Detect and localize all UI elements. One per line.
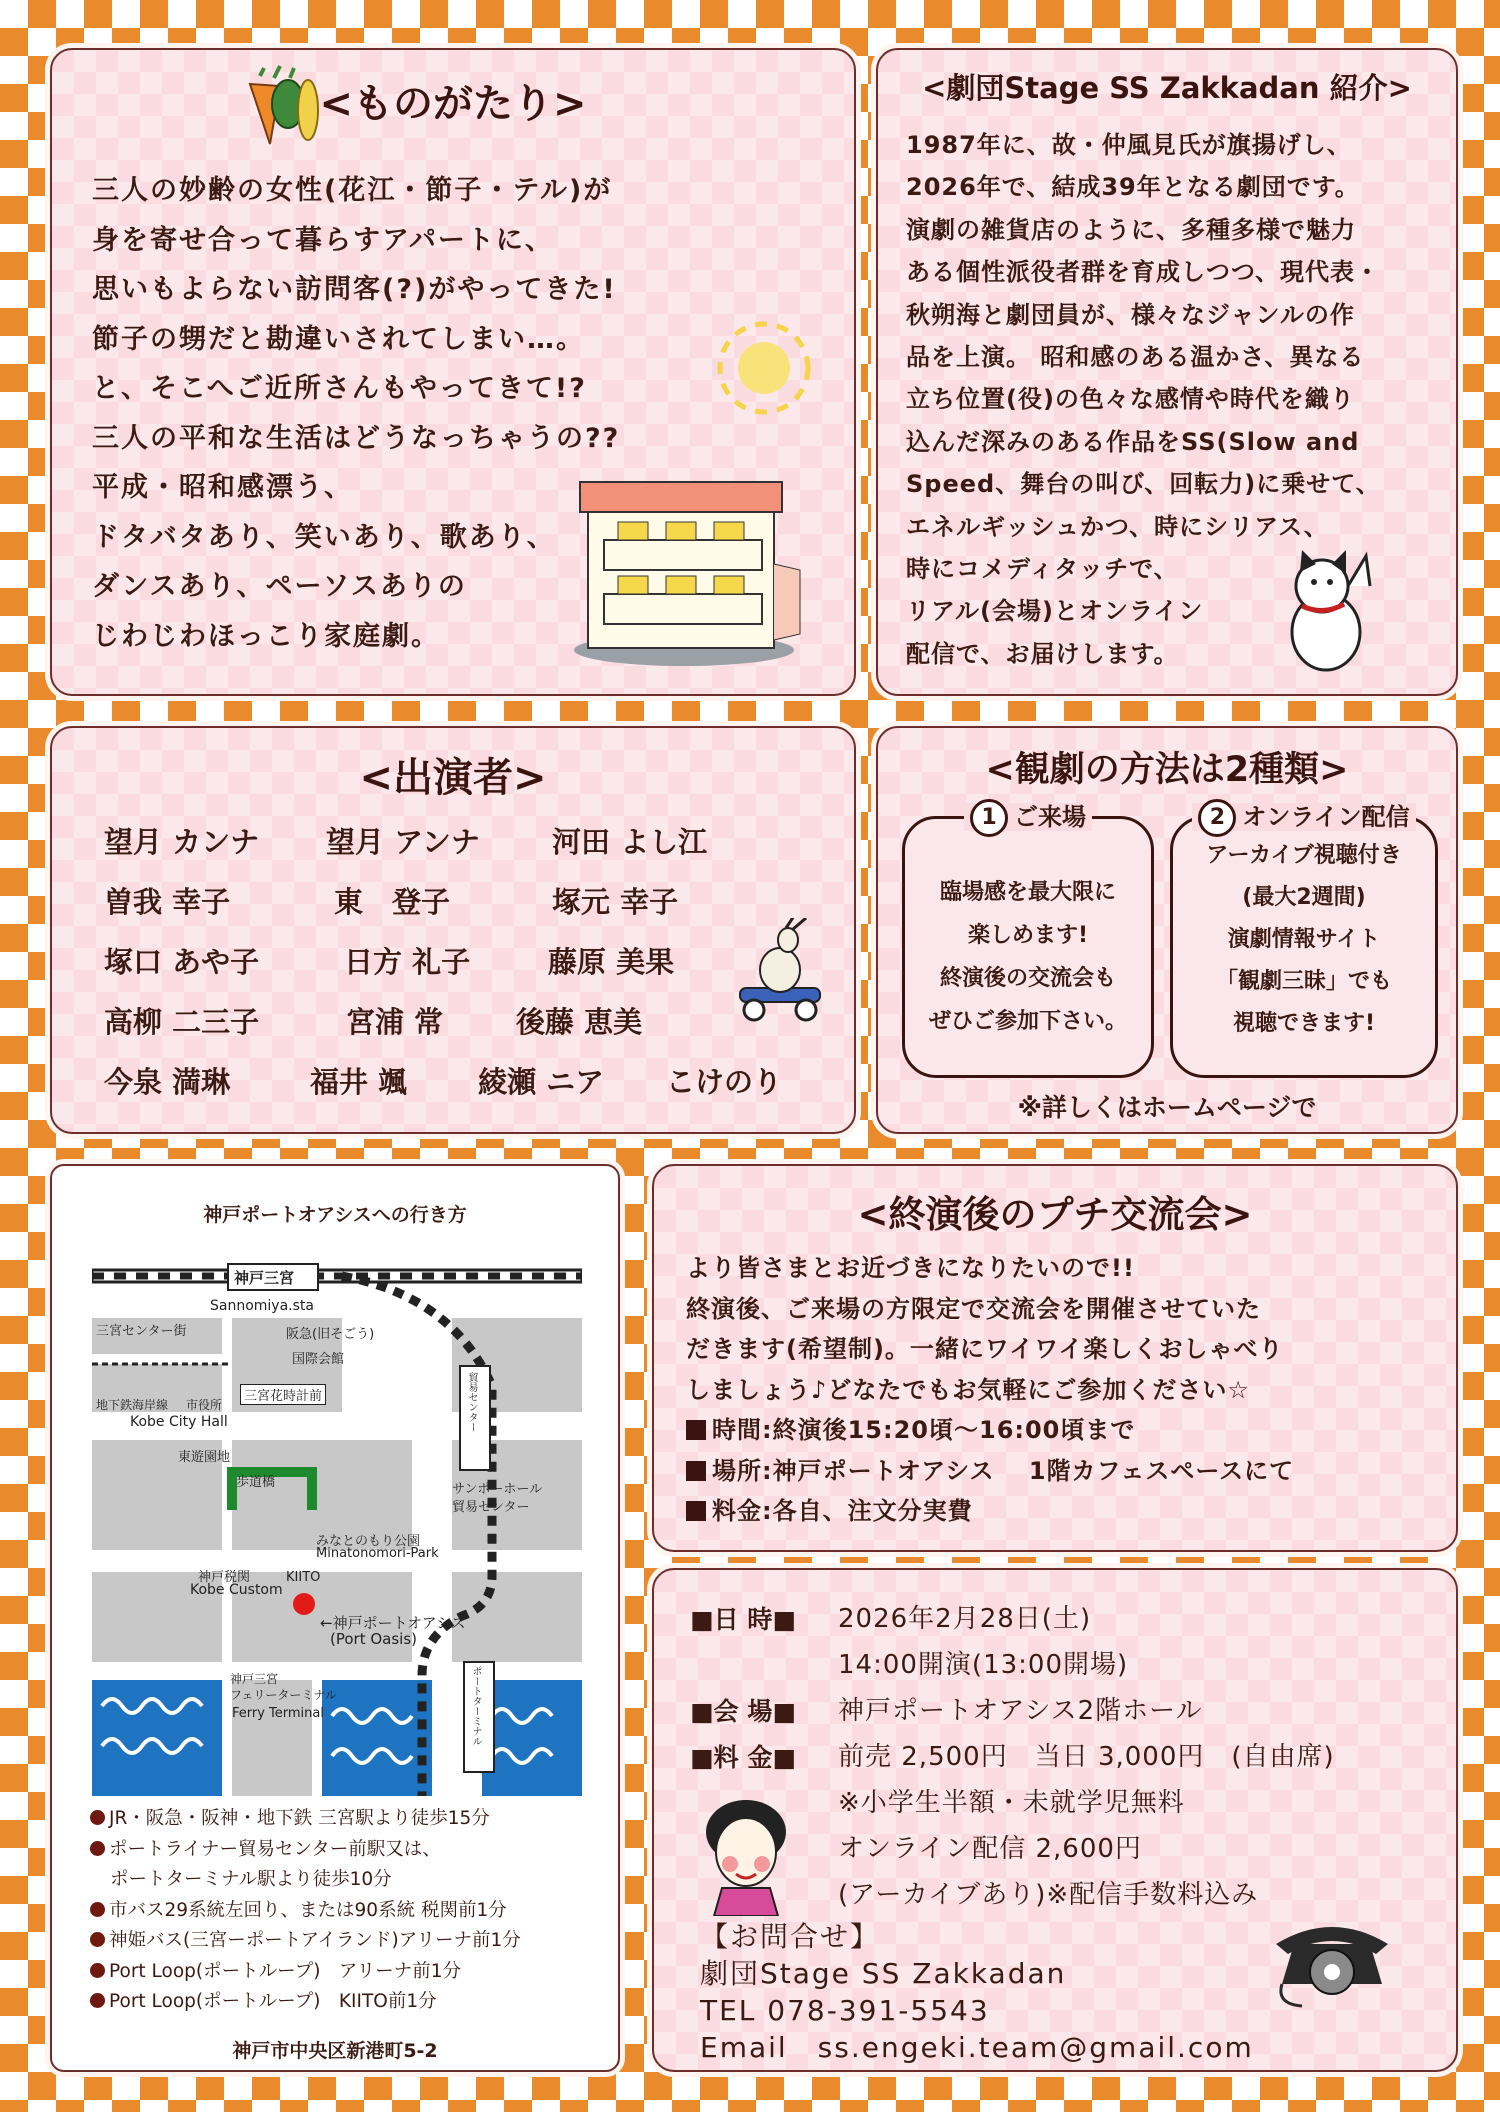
price-note: ※小学生半額・未就学児無料 xyxy=(838,1788,1185,1818)
sun-icon xyxy=(712,316,816,420)
direction-text: 神姫バス(三宮ーポートアイランド)アリーナ前1分 xyxy=(109,1930,521,1951)
number-two-icon: 2 xyxy=(1198,799,1236,837)
direction-item xyxy=(90,1987,521,2018)
venue-method-line: 楽しめます! xyxy=(967,923,1089,948)
direction-text: Port Loop(ポートループ) KIITO前1分 xyxy=(109,1991,437,2012)
map-label: Kobe Custom xyxy=(190,1582,283,1598)
venue-method-line: 終演後の交流会も xyxy=(939,966,1116,991)
after-show-panel xyxy=(652,1164,1458,1552)
map-label: Kobe City Hall xyxy=(130,1414,228,1430)
map-label: KIITO xyxy=(286,1570,321,1585)
cast-name: 宮浦 常 xyxy=(346,1005,444,1039)
map-label: 市役所 xyxy=(186,1398,223,1412)
troupe-line: 立ち位置(役)の色々な感情や時代を織り xyxy=(906,385,1355,414)
cast-name: 高柳 二三子 xyxy=(104,1005,260,1039)
after-line: だきます(希望制)。一緒にワイワイ楽しくおしゃべり xyxy=(686,1335,1284,1363)
map-label: 神戸税関 xyxy=(198,1570,251,1585)
troupe-line: 時にコメディタッチで、 xyxy=(906,555,1179,584)
map-label: 貿易センター xyxy=(452,1500,530,1515)
troupe-line: Speed、舞台の叫び、回転力)に乗せて、 xyxy=(906,470,1381,499)
troupe-line: リアル(会場)とオンライン xyxy=(906,597,1204,626)
map-label: 東遊園地 xyxy=(178,1450,231,1465)
square-bullet-icon xyxy=(686,1501,706,1521)
online-method-head xyxy=(1173,797,1435,837)
after-line: 終演後、ご来場の方限定で交流会を開催させていた xyxy=(686,1294,1261,1323)
square-bullet-icon xyxy=(686,1420,706,1440)
viewing-methods-panel xyxy=(876,726,1458,1134)
venue-method-text xyxy=(905,871,1151,1043)
cast-name: 望月 カンナ xyxy=(104,825,260,859)
contact-email[interactable]: Email ss.engeki.team@gmail.com xyxy=(700,2031,1254,2064)
lucky-cat-icon xyxy=(1274,546,1378,676)
contact-heading: 【お問合せ】 xyxy=(700,1920,881,1953)
cast-name: 塚元 幸子 xyxy=(552,885,679,919)
online-method-box xyxy=(1170,803,1438,1078)
bullet-icon xyxy=(90,1810,105,1825)
direction-item xyxy=(90,1835,521,1866)
map-destination-label: ←神戸ポートオアシス xyxy=(320,1614,466,1632)
venue-method-line: 臨場感を最大限に xyxy=(939,880,1116,905)
direction-text: ポートライナー貿易センター前駅又は、 xyxy=(109,1838,441,1860)
direction-text: ポートターミナル駅より徒歩10分 xyxy=(110,1869,392,1890)
venue-method-title: ご来場 xyxy=(1014,803,1086,831)
story-line: ドタバタあり、笑いあり、歌あり、 xyxy=(92,521,556,553)
after-item-text: 場所:神戸ポートオアシス 1階カフェスペースにて xyxy=(712,1456,1295,1485)
map-title: 神戸ポートオアシスへの行き方 xyxy=(203,1204,467,1226)
direction-text: JR・阪急・阪神・地下鉄 三宮駅より徒歩15分 xyxy=(109,1808,490,1829)
story-title: <ものがたり> xyxy=(319,81,587,127)
cast-name: 藤原 美果 xyxy=(548,945,675,979)
troupe-line: 品を上演。 昭和感のある温かさ、異なる xyxy=(906,343,1365,372)
map-label: 歩道橋 xyxy=(236,1475,276,1490)
map-label: 貿易センター xyxy=(466,1372,477,1432)
map-label: みなとのもり公園 xyxy=(316,1534,421,1549)
event-date: 2026年2月28日(土) xyxy=(838,1604,1092,1634)
online-method-line: 「観劇三昧」でも xyxy=(1215,969,1392,994)
contact-tel[interactable]: TEL 078-391-5543 xyxy=(700,1994,990,2027)
cast-name: 塚口 あや子 xyxy=(104,945,260,979)
cast-name: 今泉 満琳 xyxy=(104,1065,231,1099)
map-label: 地下鉄海岸線 xyxy=(96,1398,169,1412)
after-item-text: 時間:終演後15:20頃〜16:00頃まで xyxy=(712,1416,1136,1444)
online-method-line: (最大2週間) xyxy=(1242,885,1366,910)
story-text xyxy=(92,166,620,661)
methods-title: <観劇の方法は2種類> xyxy=(985,750,1349,790)
map-label: ポートターミナル xyxy=(470,1666,481,1746)
event-time: 14:00開演(13:00開場) xyxy=(838,1650,1129,1680)
cast-name: 福井 颯 xyxy=(310,1065,408,1099)
direction-text: Port Loop(ポートループ) アリーナ前1分 xyxy=(109,1960,461,1982)
after-line: より皆さまとお近づきになりたいので!! xyxy=(686,1254,1135,1282)
direction-item xyxy=(90,1896,521,1927)
access-map-panel xyxy=(50,1164,620,2072)
cast-panel xyxy=(50,726,856,1134)
venue-method-head xyxy=(905,797,1151,837)
online-method-title: オンライン配信 xyxy=(1242,803,1410,831)
story-panel xyxy=(50,48,856,696)
online-note: (アーカイブあり)※配信手数料込み xyxy=(838,1880,1259,1910)
map-label: サンポーホール xyxy=(452,1482,543,1497)
after-title: <終演後のプチ交流会> xyxy=(857,1193,1253,1236)
venue-method-line: ぜひご参加下さい。 xyxy=(928,1009,1127,1034)
direction-item xyxy=(90,1957,521,1988)
troupe-line: 演劇の雑貨店のように、多種多様で魅力 xyxy=(906,215,1356,244)
story-line: ダンスあり、ペーソスありの xyxy=(92,571,467,602)
story-line: じわじわほっこり家庭劇。 xyxy=(92,620,440,652)
direction-item xyxy=(90,1926,521,1957)
map-label: 三宮センター街 xyxy=(96,1324,187,1339)
story-line: 身を寄せ合って暮らすアパートに、 xyxy=(92,224,554,256)
online-method-text xyxy=(1173,835,1435,1045)
story-line: 思いもよらない訪問客(?)がやってきた! xyxy=(92,274,617,305)
contact-block xyxy=(700,1918,1254,2066)
map-label: 阪急(旧そごう) xyxy=(286,1327,375,1342)
after-item xyxy=(686,1491,1294,1532)
apartment-icon xyxy=(574,474,810,670)
cast-name: 後藤 恵美 xyxy=(516,1005,643,1039)
troupe-line: エネルギッシュかつ、時にシリアス、 xyxy=(906,512,1329,541)
number-one-icon: 1 xyxy=(970,799,1008,837)
map-station-en: Sannomiya.sta xyxy=(210,1298,314,1314)
troupe-line: 配信で、お届けします。 xyxy=(906,639,1179,668)
cast-title: <出演者> xyxy=(359,755,547,801)
venue-address: 神戸市中央区新港町5-2 xyxy=(232,2040,438,2062)
map-label: Minatonomori-Park xyxy=(316,1546,439,1561)
map-label: フェリーターミナル xyxy=(230,1688,337,1702)
square-bullet-icon xyxy=(686,1461,706,1481)
after-item xyxy=(686,1451,1294,1492)
troupe-line: 2026年で、結成39年となる劇団です。 xyxy=(906,173,1360,202)
event-venue: 神戸ポートオアシス2階ホール xyxy=(838,1696,1203,1726)
troupe-line: 1987年に、故・仲風見氏が旗揚げし、 xyxy=(906,131,1352,159)
map-label: 神戸三宮 xyxy=(230,1672,279,1686)
woman-illustration-icon xyxy=(696,1792,796,1916)
troupe-line: 込んだ深みのある作品をSS(Slow and xyxy=(906,427,1360,456)
online-method-line: アーカイブ視聴付き xyxy=(1206,843,1402,868)
telephone-icon xyxy=(1272,1914,1392,2012)
direction-text: 市バス29系統左回り、または90系統 税関前1分 xyxy=(109,1899,507,1921)
bullet-icon xyxy=(90,1902,105,1917)
bullet-icon xyxy=(90,1963,105,1978)
map-label: 国際会館 xyxy=(292,1352,345,1367)
bullet-icon xyxy=(90,1841,105,1856)
troupe-title: <劇団Stage SS Zakkadan 紹介> xyxy=(922,71,1412,105)
story-line: 三人の妙齢の女性(花江・節子・テル)が xyxy=(92,175,613,206)
story-line: 平成・昭和感漂う、 xyxy=(92,472,353,503)
price-label: ■料 金■ xyxy=(690,1743,796,1772)
homepage-note: ※詳しくはホームページで xyxy=(1017,1093,1317,1122)
bullet-icon xyxy=(90,1932,105,1947)
map-destination-en: (Port Oasis) xyxy=(330,1630,418,1648)
date-label: ■日 時■ xyxy=(690,1605,796,1634)
after-item-text: 料金:各自、注文分実費 xyxy=(712,1497,973,1525)
map-label: 三宮花時計前 xyxy=(240,1384,326,1405)
direction-item xyxy=(90,1865,521,1896)
cast-name: 河田 よし江 xyxy=(552,825,708,859)
online-price: オンライン配信 2,600円 xyxy=(838,1834,1142,1864)
troupe-panel xyxy=(876,48,1458,696)
bullet-icon xyxy=(90,1993,105,2008)
story-line: 節子の甥だと勘違いされてしまい…。 xyxy=(92,323,585,355)
map-label: Ferry Terminal xyxy=(232,1706,324,1721)
cast-name: 綾瀬 ニア xyxy=(478,1065,605,1099)
cast-name: 望月 アンナ xyxy=(326,825,480,859)
map-station-label: 神戸三宮 xyxy=(234,1269,295,1287)
contact-name: 劇団Stage SS Zakkadan xyxy=(700,1957,1067,1990)
after-line: しましょう♪どなたでもお気軽にご参加ください☆ xyxy=(686,1375,1250,1404)
story-line: と、そこへご近所さんもやってきて!? xyxy=(92,373,587,404)
cast-name: こけのり xyxy=(666,1065,783,1099)
online-method-line: 視聴できます! xyxy=(1232,1011,1376,1036)
directions-list xyxy=(90,1804,521,2018)
event-info-panel xyxy=(652,1568,1458,2072)
cast-name: 曽我 幸子 xyxy=(104,885,231,919)
ticket-price: 前売 2,500円 当日 3,000円 (自由席) xyxy=(838,1742,1335,1772)
after-text xyxy=(686,1248,1294,1532)
troupe-line: 秋朔海と劇団員が、様々なジャンルの作 xyxy=(906,300,1355,329)
venue-method-box xyxy=(902,803,1154,1078)
troupe-line: ある個性派役者群を育成しつつ、現代表・ xyxy=(906,258,1381,287)
online-method-line: 演劇情報サイト xyxy=(1227,927,1381,952)
cast-name: 日方 礼子 xyxy=(344,945,471,979)
direction-item xyxy=(90,1804,521,1835)
cast-name: 東 登子 xyxy=(334,885,451,919)
rabbit-icon xyxy=(732,918,828,1028)
story-line: 三人の平和な生活はどうなっちゃうの?? xyxy=(92,422,621,454)
after-item xyxy=(686,1410,1294,1451)
venue-label: ■会 場■ xyxy=(690,1697,796,1726)
